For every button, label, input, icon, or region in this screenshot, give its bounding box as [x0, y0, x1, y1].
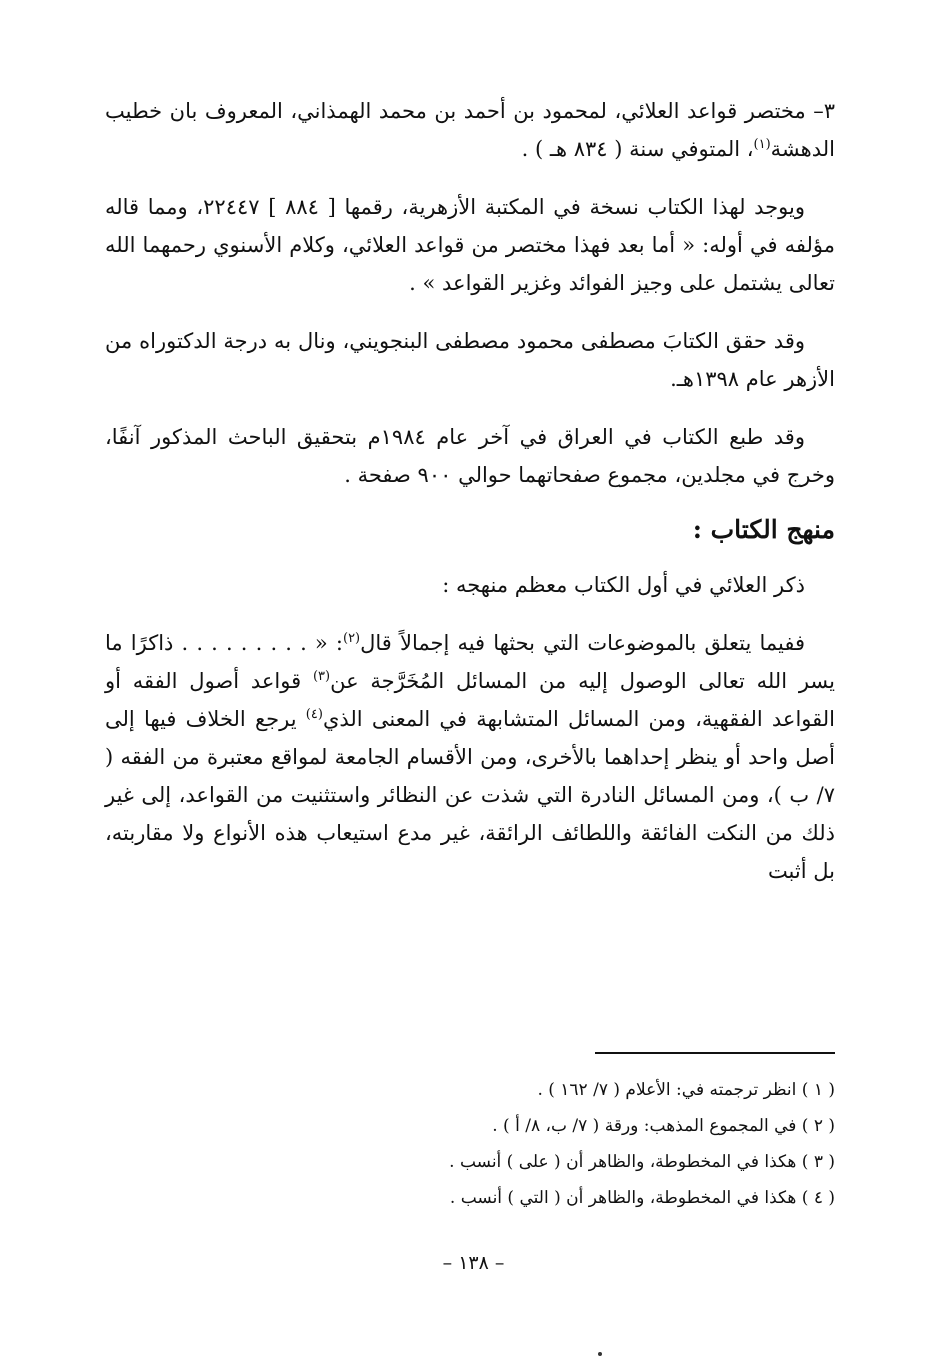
footnote-ref-3: (٣) [312, 669, 331, 684]
method-text-2: : « . . . . . . . . . ذاكرًا ما يسر الله تعالى الوصول إليه من المسائل المُخَرَّجة عن [105, 631, 835, 693]
footnote-3: ( ٣ ) هكذا في المخطوطة، والظاهر أن ( على ) أنسب . [449, 1152, 835, 1172]
main-text [105, 92, 835, 910]
footnote-4: ( ٤ ) هكذا في المخطوطة، والظاهر أن ( التي ) أنسب . [449, 1188, 835, 1208]
paragraph-book-entry [105, 92, 835, 168]
footnote-divider [595, 1052, 835, 1054]
page-number: – ١٣٨ – [442, 1252, 505, 1274]
paragraph-manuscript: ويوجد لهذا الكتاب نسخة في المكتبة الأزهرية، رقمها [ ٨٨٤ ] ٢٢٤٤٧، ومما قاله مؤلفه في أوله: « أما بعد فهذا مختصر من قواعد العلائي، وكلام الأسنوي رحمهما الله تعالى يشتمل على وجيز الفوائد وغزير القواعد » . [105, 195, 835, 295]
footnote-2: ( ٢ ) في المجموع المذهب: ورقة ( ٧/ ب، ٨/ أ ) . [492, 1116, 835, 1136]
footnote-ref-4: (٤) [305, 707, 323, 722]
paragraph-edition: وقد حقق الكتابَ مصطفى محمود مصطفى البنجويني، ونال به درجة الدكتوراه من الأزهر عام ١٣٩٨هـ. [105, 329, 835, 391]
footnotes [105, 1072, 835, 1216]
entry-text: ٣– مختصر قواعد العلائي، لمحمود بن أحمد بن محمد الهمذاني، المعروف بان خطيب الدهشة [105, 99, 835, 161]
method-text-3: قواعد أصول الفقه أو القواعد الفقهية، ومن المسائل المتشابهة في المعنى الذي [105, 669, 836, 731]
footnote-1: ( ١ ) انظر ترجمته في: الأعلام ( ٧/ ١٦٢ ) . [537, 1080, 835, 1100]
footnote-ref-2: (٢) [342, 631, 361, 646]
paragraph-method [105, 624, 835, 890]
entry-text-cont: ، المتوفي سنة ( ٨٣٤ هـ ) . [521, 137, 754, 161]
paragraph-intro: ذكر العلائي في أول الكتاب معظم منهجه : [442, 573, 805, 597]
method-text-4: يرجع الخلاف فيها إلى أصل واحد أو ينظر إحداهما بالأخرى، ومن الأقسام الجامعة لمواقع معتبرة من الفقه ( ٧/ ب )، ومن المسائل النادرة التي شذت عن النظائر واستثنيت من القواعد، إلى غير ذلك من النكت الفائقة واللطائف الرائقة، غير مدع استيعاب هذه الأنواع ولا مقاربته، بل أثبت [105, 707, 835, 883]
scan-speck [598, 1352, 602, 1356]
method-text-1: ففيما يتعلق بالموضوعات التي بحثها فيه إجمالاً قال [360, 631, 806, 655]
footnote-ref-1: (١) [753, 137, 771, 152]
paragraph-print: وقد طبع الكتاب في العراق في آخر عام ١٩٨٤م بتحقيق الباحث المذكور آنفًا، وخرج في مجلدين، مجموع صفحاتهما حوالي ٩٠٠ صفحة . [105, 425, 835, 487]
section-heading: منهج الكتاب : [692, 515, 835, 544]
